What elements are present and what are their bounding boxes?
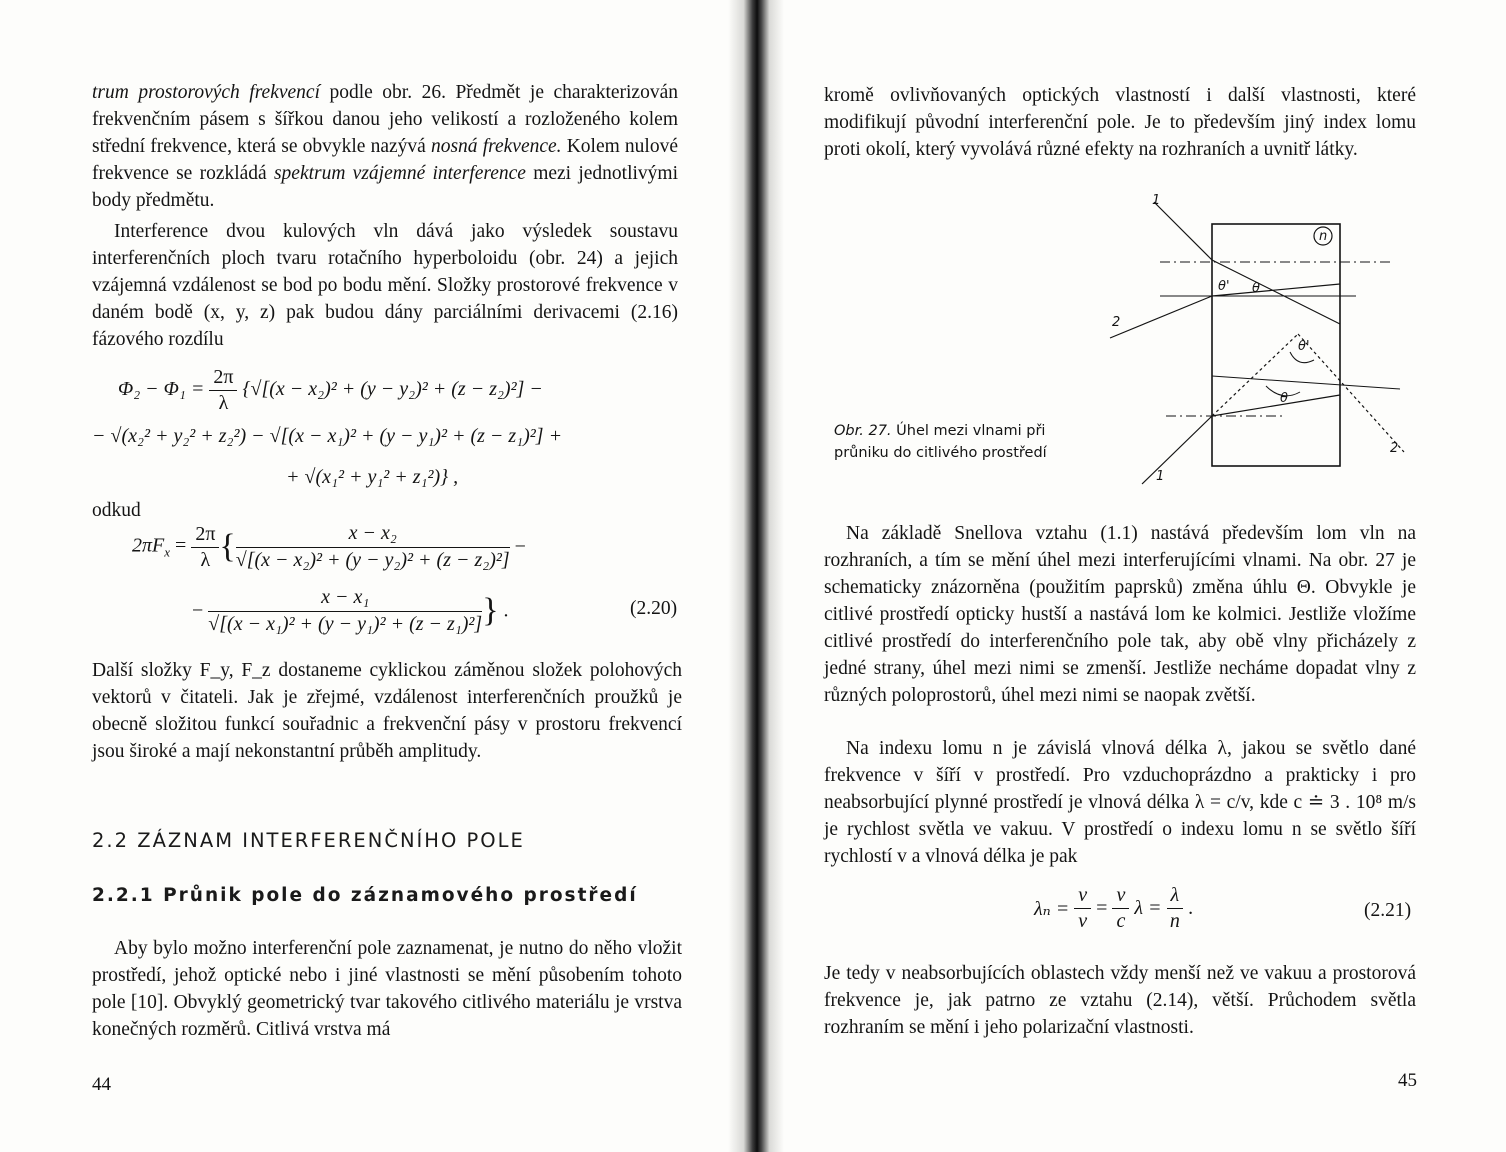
paragraph-text: Další složky F_y, F_z dostaneme cyklickou záměnou složek polohových vektorů v čitateli. Jak je zřejmé, vzdálenost interferenčních proužků je obecně složitou funkcí souřadnic a frekvenční pásy v prostoru frekvencí jsou široké a mají nekonstantní průběh amplitudy. xyxy=(92,660,682,762)
eq-fraction xyxy=(1112,884,1129,933)
ray-1-incident xyxy=(1154,202,1212,260)
minus-sign: − xyxy=(509,535,526,558)
paragraph-text: kromě ovlivňovaných optických vlastností i další vlastnosti, které modifikují původní interferenční pole. Je to především jiný index lomu proti okolí, který vyvolává různé efekty na rozhraních a uvnitř látky. xyxy=(824,85,1416,160)
frac-num: 2π xyxy=(209,366,237,391)
left-page xyxy=(0,0,728,1152)
paragraph-text: Je tedy v neabsorbujících oblastech vždy menší než ve vakuu a prostorová frekvence je, jak patrno ze vztahu (2.14), větší. Průchodem světla rozhraním se mění i jeho polarizační vlastnosti. xyxy=(824,963,1416,1038)
right-page xyxy=(784,0,1506,1152)
eq-term-2 xyxy=(208,586,482,636)
page-number-right: 45 xyxy=(1398,1070,1417,1091)
frac-num: v xyxy=(1112,884,1129,909)
ray-1-lower xyxy=(1142,416,1212,484)
eq-line: − √(x₂² + y₂² + z₂²) − √[(x − x₁)² + (y − y₁)² + (z − z₁)²] + xyxy=(92,425,563,447)
subsection-heading: 2.2.1 Průnik pole do záznamového prostředí xyxy=(92,885,638,906)
equation-number-2-20: (2.20) xyxy=(630,598,678,619)
eq-line: + √(x₁² + y₁² + z₁²)} , xyxy=(286,466,459,488)
equation-2-19-line-2 xyxy=(92,425,562,448)
eq-fraction xyxy=(1074,884,1091,933)
frac-num: v xyxy=(1074,884,1091,909)
paragraph-text: Na indexu lomu n je závislá vlnová délka λ, jakou se světlo dané frekvence v šíří v prostředí. Pro vzduchoprázdno a prakticky i pro neabsorbující plynné prostředí je vlnová délka λ = c/v, kde c ≐ 3 . 10⁸ m/s je rychlost světla ve vakuu. V prostředí o indexu lomu n se světlo šíří rychlostí v a vlnová délka je pak xyxy=(824,738,1416,867)
caption-label: Obr. 27. xyxy=(834,423,892,439)
section-heading: 2.2 ZÁZNAM INTERFERENČNÍHO POLE xyxy=(92,829,525,852)
frac-den: v xyxy=(1078,910,1088,932)
label-n: n xyxy=(1319,229,1328,244)
label-ray-1-top: 1 xyxy=(1152,193,1161,208)
close-brace: } xyxy=(482,592,499,629)
text-run: mezi jednotlivými body předmětu. xyxy=(92,163,679,211)
figure-caption xyxy=(834,420,1084,464)
eq-term-1 xyxy=(236,522,510,572)
label-theta-upper: θ xyxy=(1252,281,1260,296)
right-paragraph-1 xyxy=(824,82,1416,163)
label-ray-2-left: 2 xyxy=(1112,315,1121,330)
eq-fraction xyxy=(191,523,219,572)
frac-den: λ xyxy=(218,392,229,414)
eq-lhs: 2πF xyxy=(132,534,165,557)
equation-2-20-line-1 xyxy=(132,522,526,572)
eq-mid: λ = xyxy=(1129,897,1167,919)
text-run: Kolem nulové frekvence se rozkládá xyxy=(92,136,678,184)
ray-1-refracted xyxy=(1212,260,1340,324)
medium-slab xyxy=(1212,224,1340,466)
page-number-left: 44 xyxy=(92,1074,111,1095)
odkud-label: odkud xyxy=(92,500,141,521)
equation-2-19-line-3 xyxy=(286,466,458,489)
eq-equals: = xyxy=(170,534,192,557)
eq-subscript: x xyxy=(164,544,171,560)
figure-27-diagram xyxy=(1094,190,1412,492)
ray-exit xyxy=(1298,334,1404,452)
ray-2-refracted xyxy=(1212,284,1340,296)
eq-lhs: Φ₂ − Φ₁ = xyxy=(118,378,210,401)
eq-lhs: λₙ = xyxy=(1034,898,1075,920)
guide-line xyxy=(1212,376,1400,389)
book-gutter xyxy=(728,0,784,1152)
period: . xyxy=(498,599,509,622)
equation-number-2-21: (2.21) xyxy=(1364,900,1412,921)
ray-2-incident xyxy=(1110,296,1212,338)
right-paragraph-4 xyxy=(824,960,1416,1041)
equation-2-20-line-2 xyxy=(192,586,509,636)
frac-den: c xyxy=(1116,910,1126,932)
equation-2-21 xyxy=(1034,884,1193,933)
frac-den: n xyxy=(1169,910,1180,932)
equals: = xyxy=(1091,897,1113,919)
frac-den: λ xyxy=(200,548,211,571)
open-brace: { xyxy=(219,528,236,565)
eq-fraction xyxy=(1167,884,1184,933)
odkud-text xyxy=(92,497,212,524)
frac-num: x − x₁ xyxy=(208,586,482,612)
frac-num: 2π xyxy=(191,523,219,548)
text-run: podle obr. 26. Předmět je charakterizován frekvenčním pásem s šířkou danou jeho velikostí a rozloženého kolem střední frekvence, která se obvykle nazývá xyxy=(92,82,678,157)
minus-sign: − xyxy=(192,599,209,622)
label-theta-prime-upper: θ' xyxy=(1218,279,1230,294)
paragraph-text: Aby bylo možno interferenční pole zaznamenat, je nutno do něho vložit prostředí, jehož optické nebo i jiné vlastnosti se mění působením tohoto pole [10]. Obvyklý geometrický tvar takového citlivého materiálu je vrstva konečných rozměrů. Citlivá vrstva má xyxy=(92,938,682,1040)
left-paragraph-2 xyxy=(92,218,678,353)
paragraph-text: Na základě Snellova vztahu (1.1) nastává především lom vln na rozhraních, a tím se mění úhel mezi interferujícími vlnami. Na obr. 27 je schematicky znázorněna (použitím paprsků) změna úhlu Θ. Obvykle je citlivé prostředí opticky hustší a nastává lom ke kolmici. Jestliže vložíme citlivé prostředí do interferenčního pole tak, aby obě vlny přicházely z jedné strany, úhel mezi nimi se zmenší. Jestliže necháme dopadat vlny z různých poloprostorů, úhel mezi nimi se naopak zvětší. xyxy=(824,523,1416,706)
left-paragraph-4 xyxy=(92,935,682,1043)
label-theta-prime-lower: θ' xyxy=(1298,339,1310,354)
frac-den: √[(x − x₁)² + (y − y₁)² + (z − z₁)²] xyxy=(208,613,483,635)
equation-2-19-line-1 xyxy=(118,366,543,415)
left-paragraph-1 xyxy=(92,79,678,214)
paragraph-text: Interference dvou kulových vln dává jako výsledek soustavu interferenčních ploch tvaru rotačního hyperboloidu (obr. 24) a jejich vzájemná vzdálenost se bod po bodu mění. Složky prostorové frekvence v daném bodě (x, y, z) pak budou dány parciálními derivacemi (2.16) fázového rozdílu xyxy=(92,221,678,350)
right-paragraph-2 xyxy=(824,520,1416,709)
italic-term: trum prostorových frekvencí xyxy=(92,82,320,103)
italic-term: nosná frekvence. xyxy=(430,136,562,157)
italic-term: spektrum vzájemné interference xyxy=(273,163,526,184)
frac-num: λ xyxy=(1167,884,1184,909)
label-theta-lower: θ xyxy=(1280,391,1288,406)
eq-fraction xyxy=(209,366,237,415)
left-paragraph-3 xyxy=(92,657,682,765)
frac-den: √[(x − x₂)² + (y − y₂)² + (z − z₂)²] xyxy=(235,549,510,571)
caption-text: Úhel mezi vlnami při průniku do citlivého prostředí xyxy=(834,423,1047,461)
frac-num: x − x₂ xyxy=(236,522,510,548)
period: . xyxy=(1183,897,1194,919)
label-ray-1-bottom: 1 xyxy=(1156,469,1165,484)
label-ray-2-right: 2 xyxy=(1390,441,1399,456)
eq-rest: {√[(x − x₂)² + (y − y₂)² + (z − z₂)²] − xyxy=(237,378,543,401)
right-paragraph-3 xyxy=(824,735,1416,870)
